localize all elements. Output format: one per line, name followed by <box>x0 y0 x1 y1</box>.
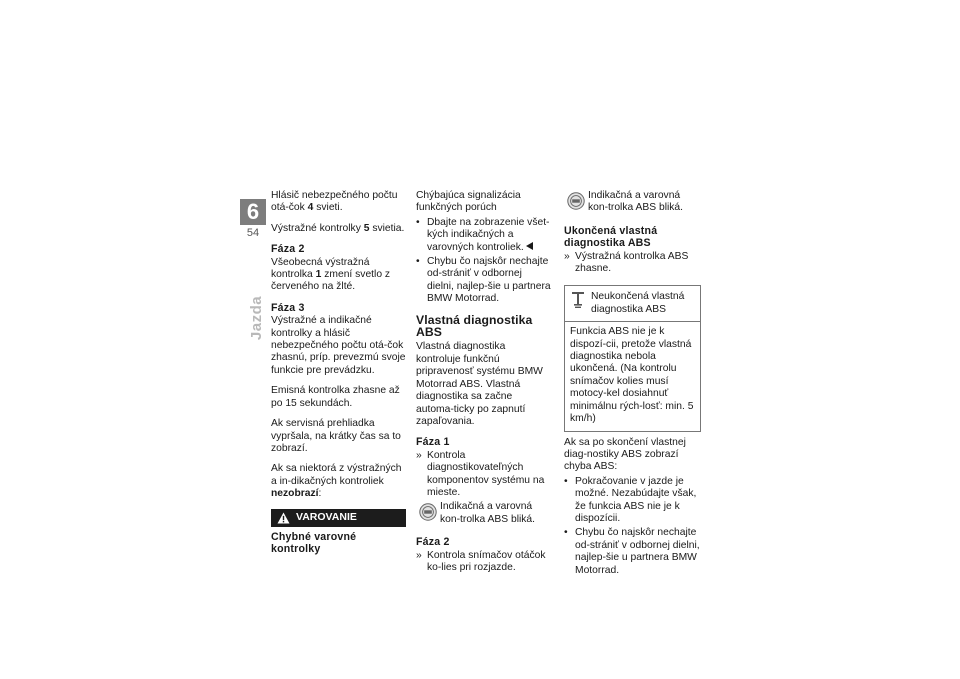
page-number: 54 <box>246 227 260 239</box>
column-3 <box>564 190 701 579</box>
text: : <box>318 488 322 500</box>
heading-faza-2: Fáza 2 <box>271 243 305 256</box>
list-item-text: Dbajte na zobrazenie všet-kých indikačných a varovných kontroliek. <box>427 216 550 253</box>
note-body: Funkcia ABS nie je k dispozí-cii, pretože vlastná diagnostika nebola ukončená. (Na kontrolu snímačov kolies musí motocy-kel dosiahnuť minimálnu rých-losť: min. 5 km/h) <box>565 321 700 430</box>
abs-warning-icon <box>567 192 585 210</box>
bullet-marker: • <box>416 216 420 228</box>
paragraph-abs: Vlastná diagnostika kontroluje funkčnú pripravenosť systému BMW Motorrad ABS. Vlastná diagnostika sa začne automa-ticky po zapnutí zapaľovania. <box>416 341 543 427</box>
abs-indicator-text: Indikačná a varovná kon-trolka ABS bliká. <box>588 190 684 214</box>
text: Ak sa niektorá z výstražných a in-dikačných kontroliek <box>271 463 402 487</box>
warning-label: VAROVANIE <box>296 511 357 524</box>
list-item <box>416 217 551 254</box>
warning-subtitle: Chybné varovné kontrolky <box>271 530 357 555</box>
list-item <box>416 256 551 306</box>
abs-warning-icon <box>419 503 437 521</box>
warning-triangle-icon <box>277 512 290 524</box>
list-item-text: Kontrola snímačov otáčok ko-lies pri rozjazde. <box>427 549 546 573</box>
paragraph-faza-2 <box>271 257 406 294</box>
note-icon <box>571 291 585 309</box>
text: Výstražné kontrolky <box>271 222 364 234</box>
paragraph-service: Ak servisná prehliadka vypršala, na krátky čas sa to zobrazí. <box>271 418 401 454</box>
note-box <box>564 285 701 431</box>
list-item <box>564 527 701 577</box>
paragraph-emission: Emisná kontrolka zhasne až po 15 sekundách. <box>271 385 400 409</box>
column-2 <box>416 190 551 576</box>
paragraph-missing-signal: Chýbajúca signalizácia funkčných porúch <box>416 190 521 214</box>
heading-diagnostics-finished: Ukončená vlastná diagnostika ABS <box>564 224 658 250</box>
bold-text: nezobrazí <box>271 488 319 500</box>
abs-indicator-note <box>416 501 551 526</box>
chapter-number: 6 <box>240 199 266 225</box>
text: Všeobecná výstražná kontrolka <box>271 256 370 281</box>
paragraph-faza-3: Výstražné a indikačné kontrolky a hlásič nebezpečného počtu otá-čok zhasnú, príp. prevezmú svoje funkcie pre prevádzku. <box>271 315 406 376</box>
ref-number: 4 <box>307 202 314 214</box>
paragraph-rpm-warning <box>271 190 406 215</box>
ref-number: 5 <box>363 222 370 234</box>
text: svieti. <box>313 202 343 214</box>
list-item-text: Kontrola diagnostikovateľných komponentov systému na mieste. <box>427 449 545 498</box>
list-item <box>564 476 701 526</box>
note-header <box>565 286 700 321</box>
heading-faza-2: Fáza 2 <box>416 536 450 549</box>
paragraph-abs-error: Ak sa po skončení vlastnej diag-nostiky ABS zobrazí chyba ABS: <box>564 436 686 473</box>
list-item <box>416 550 551 575</box>
bullet-marker: • <box>416 256 420 268</box>
text: Hlásič nebezpečného počtu otá-čok <box>271 190 398 214</box>
column-1 <box>271 190 406 556</box>
heading-faza-1: Fáza 1 <box>416 436 450 449</box>
paragraph-warning-lights <box>271 223 406 235</box>
arrow-marker: » <box>564 250 570 262</box>
warning-banner <box>271 509 406 527</box>
list-item-text: Chybu čo najskôr nechajte od-strániť v odbornej dielni, najlep-šie u partnera BMW Motorrad. <box>575 527 700 576</box>
list-item <box>564 251 701 276</box>
end-triangle-icon <box>526 242 533 250</box>
bullet-marker: • <box>564 527 568 539</box>
note-title: Neukončená vlastná diagnostika ABS <box>591 291 685 315</box>
chapter-side-label: Jazda <box>248 295 265 341</box>
text: svietia. <box>369 222 405 234</box>
abs-indicator-text: Indikačná a varovná kon-trolka ABS bliká. <box>440 501 536 525</box>
paragraph-missing-light <box>271 463 406 500</box>
arrow-marker: » <box>416 449 422 461</box>
arrow-marker: » <box>416 549 422 561</box>
list-item <box>416 450 551 500</box>
list-item-text: Pokračovanie v jazde je možné. Nezabúdajte však, že funkcia ABS nie je k dispozícii. <box>575 475 697 524</box>
heading-faza-3: Fáza 3 <box>271 301 305 314</box>
abs-indicator-note <box>564 190 701 215</box>
heading-abs-diagnostics: Vlastná diagnostika ABS <box>416 312 533 340</box>
bullet-marker: • <box>564 475 568 487</box>
list-item-text: Chybu čo najskôr nechajte od-strániť v odbornej dielni, najlep-šie u partnera BMW Motorrad. <box>427 256 551 305</box>
list-item-text: Výstražná kontrolka ABS zhasne. <box>575 250 689 275</box>
text: zmení svetlo z červeného na žlté. <box>271 269 391 293</box>
ref-number: 1 <box>315 269 322 281</box>
